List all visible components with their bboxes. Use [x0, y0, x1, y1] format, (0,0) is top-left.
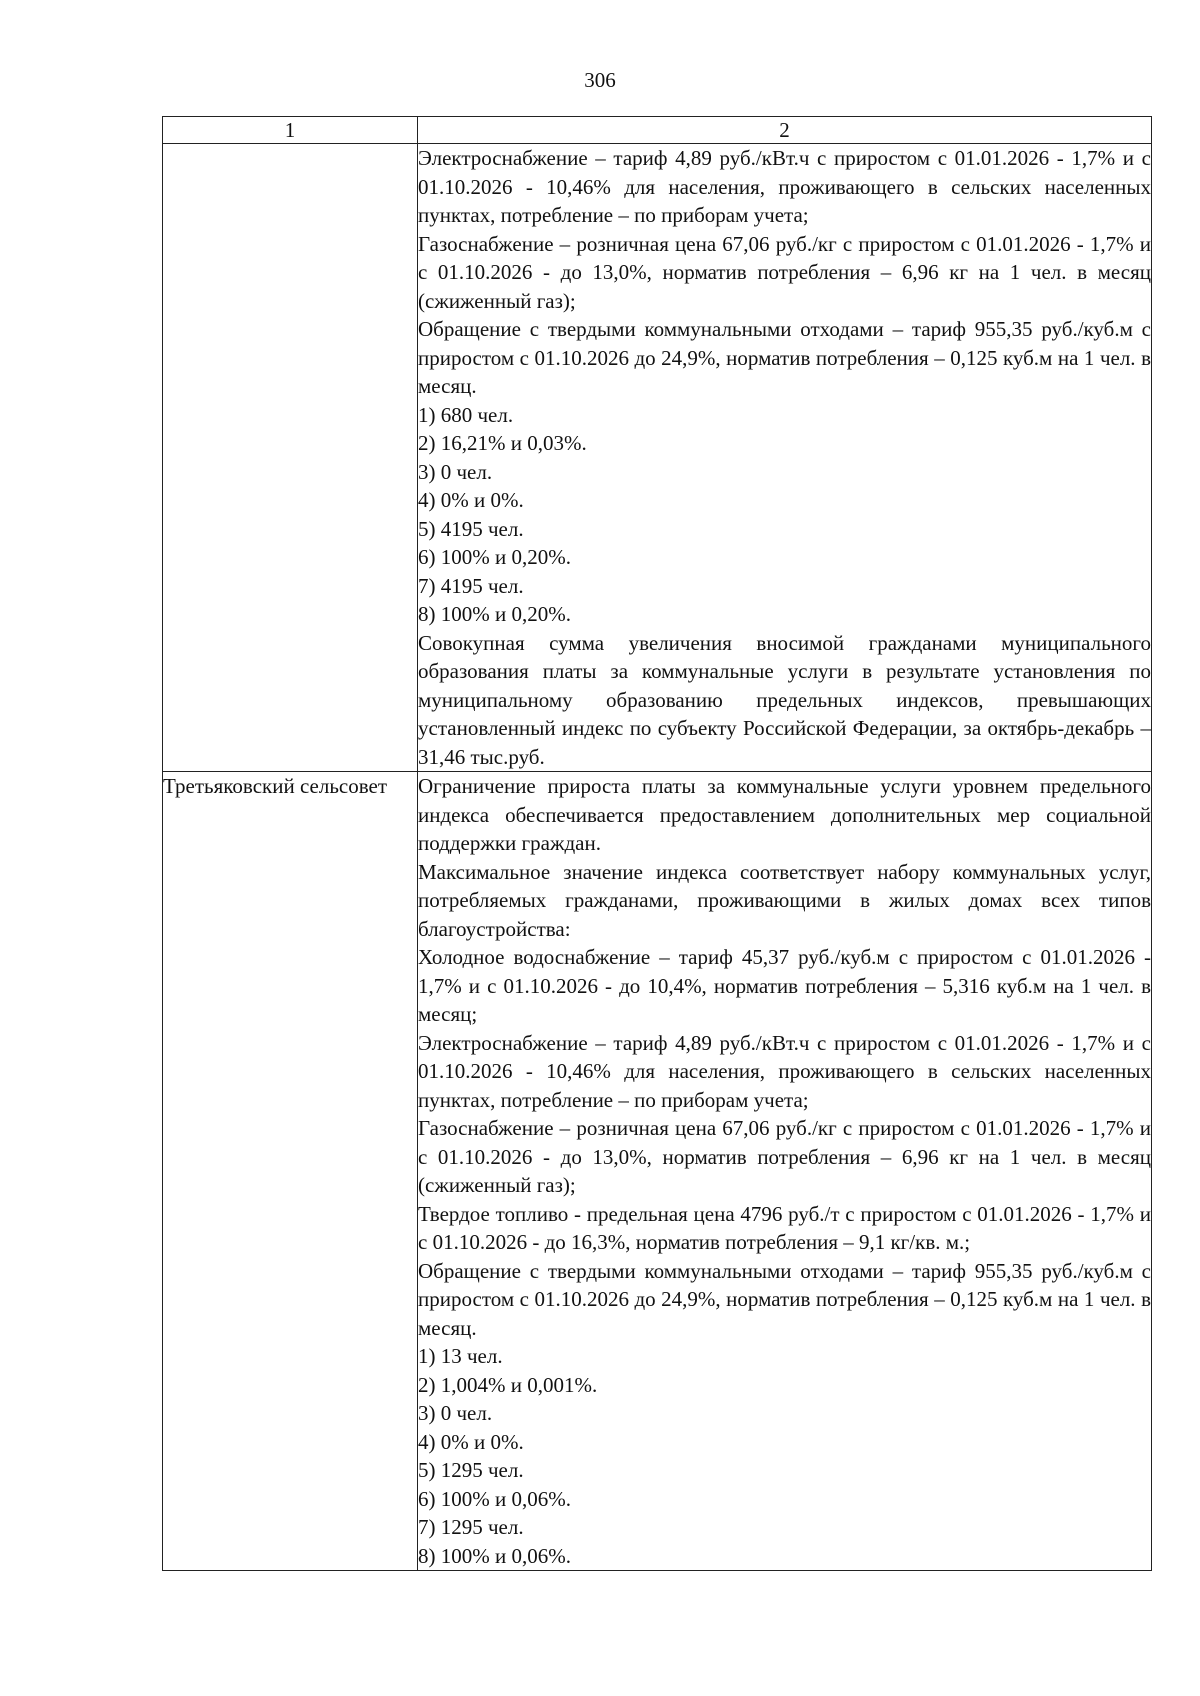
municipality-cell: Третьяковский сельсовет	[163, 772, 418, 1571]
tariff-paragraph: Электроснабжение – тариф 4,89 руб./кВт.ч с приростом с 01.01.2026 - 1,7% и с 01.10.2026 - 10,46% для населения, проживающего в сельских населенных пунктах, потребление – по приборам учета;	[418, 1030, 1151, 1112]
list-item: 1) 680 чел.	[418, 402, 514, 427]
tariff-paragraph: Ограничение прироста платы за коммунальные услуги уровнем предельного индекса обеспечивается предоставлением дополнительных мер социальной поддержки граждан.	[418, 774, 1151, 855]
table-row	[163, 772, 1152, 1571]
list-item: 1) 13 чел.	[418, 1344, 503, 1368]
tariff-paragraph: Обращение с твердыми коммунальными отходами – тариф 955,35 руб./куб.м с приростом с 01.10.2026 до 24,9%, норматив потребления – 0,125 куб.м на 1 чел. в месяц.	[418, 317, 1151, 398]
page-number: 306	[584, 68, 616, 92]
municipality-cell	[163, 144, 418, 772]
list-item: 4) 0% и 0%.	[418, 1429, 524, 1454]
tariff-paragraph: Газоснабжение – розничная цена 67,06 руб./кг с приростом с 01.01.2026 - 1,7% и с 01.10.2026 - до 13,0%, норматив потребления – 6,96 кг на 1 чел. в месяц (сжиженный газ);	[418, 231, 1151, 313]
list-item: 5) 4195 чел.	[418, 516, 524, 541]
table-row	[163, 144, 1152, 772]
list-item: 2) 1,004% и 0,001%.	[418, 1372, 598, 1397]
tariff-paragraph: Твердое топливо - предельная цена 4796 руб./т с приростом с 01.01.2026 - 1,7% и с 01.10.2026 - до 16,3%, норматив потребления – 9,1 кг/кв. м.;	[418, 1201, 1151, 1254]
description-cell	[418, 144, 1152, 772]
tariff-paragraph: Максимальное значение индекса соответствует набору коммунальных услуг, потребляемых гражданами, проживающими в жилых домах всех типов благоустройства:	[418, 859, 1151, 941]
list-item: 6) 100% и 0,20%.	[418, 545, 571, 569]
list-item: 3) 0 чел.	[418, 1401, 493, 1425]
tariff-paragraph: Газоснабжение – розничная цена 67,06 руб./кг с приростом с 01.01.2026 - 1,7% и с 01.10.2026 - до 13,0%, норматив потребления – 6,96 кг на 1 чел. в месяц (сжиженный газ);	[418, 1116, 1151, 1197]
list-item: 8) 100% и 0,06%.	[418, 1543, 571, 1568]
tariff-paragraph: Холодное водоснабжение – тариф 45,37 руб./куб.м с приростом с 01.01.2026 - 1,7% и с 01.10.2026 - до 10,4%, норматив потребления – 5,316 куб.м на 1 чел. в месяц;	[418, 945, 1151, 1026]
list-item: 7) 4195 чел.	[418, 573, 524, 598]
list-item: 2) 16,21% и 0,03%.	[418, 431, 587, 455]
tariff-paragraph: Электроснабжение – тариф 4,89 руб./кВт.ч с приростом с 01.01.2026 - 1,7% и с 01.10.2026 - 10,46% для населения, проживающего в сельских населенных пунктах, потребление – по приборам учета;	[418, 146, 1151, 227]
list-item: 3) 0 чел.	[418, 459, 493, 484]
tariff-paragraph: Обращение с твердыми коммунальными отходами – тариф 955,35 руб./куб.м с приростом с 01.10.2026 до 24,9%, норматив потребления – 0,125 куб.м на 1 чел. в месяц.	[418, 1258, 1151, 1340]
list-item: 4) 0% и 0%.	[418, 488, 524, 512]
tariff-table	[162, 116, 1152, 1571]
column-header-1: 1	[163, 117, 418, 144]
list-item: 5) 1295 чел.	[418, 1458, 524, 1482]
column-header-2: 2	[418, 117, 1152, 144]
list-item: 8) 100% и 0,20%.	[418, 602, 571, 626]
description-cell	[418, 772, 1152, 1571]
table-header-row	[163, 117, 1152, 144]
list-item: 6) 100% и 0,06%.	[418, 1486, 571, 1511]
summary-paragraph: Совокупная сумма увеличения вносимой гражданами муниципального образования платы за коммунальные услуги в результате установления по муниципальному образованию предельных индексов, превышающих установленный индекс по субъекту Российской Федерации, за октябрь-декабрь – 31,46 тыс.руб.	[418, 630, 1151, 769]
list-item: 7) 1295 чел.	[418, 1515, 524, 1539]
